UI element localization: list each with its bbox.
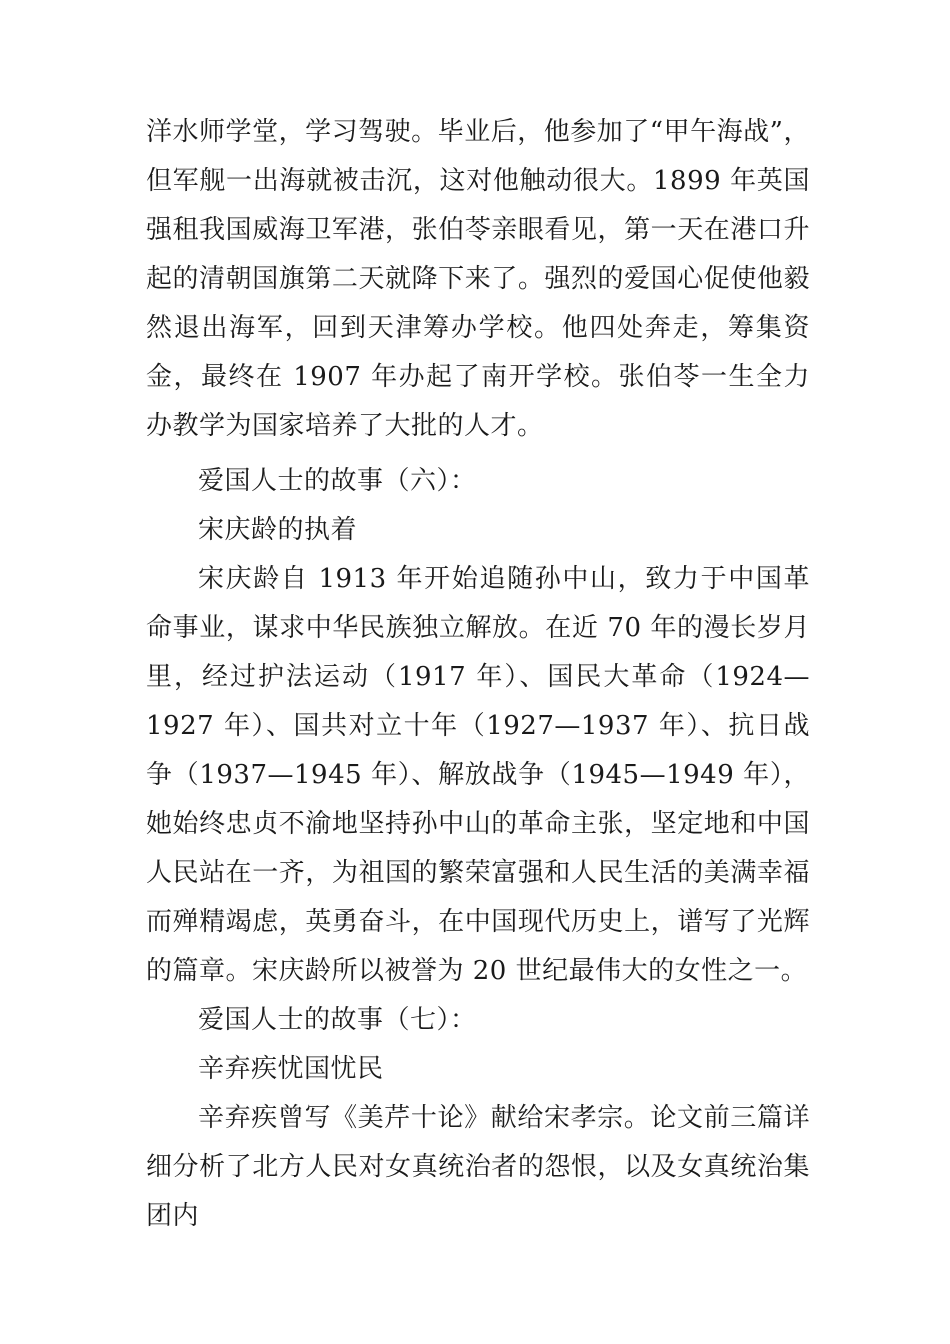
- text-section-2: [146, 457, 810, 1241]
- paragraph-xin-qiji-story: 辛弃疾曾写《美芹十论》献给宋孝宗。论文前三篇详细分析了北方人民对女真统治者的怨恨，以及女真统治集团内: [146, 1103, 810, 1231]
- story-heading-seven: 爱国人士的故事（七）：: [198, 1005, 477, 1035]
- paragraph-zhang-boling-story: 洋水师学堂，学习驾驶。毕业后，他参加了“甲午海战”，但军舰一出海就被击沉，这对他触动很大。1899 年英国强租我国威海卫军港，张伯苓亲眼看见，第一天在港口升起的清朝国旗第二天就降下来了。强烈的爱国心促使他毅然退出海军，回到天津筹办学校。他四处奔走，筹集资金，最终在 1907 年办起了南开学校。张伯苓一生全力办教学为国家培养了大批的人才。: [146, 117, 810, 441]
- paragraph-song-qingling-story: 宋庆龄自 1913 年开始追随孙中山，致力于中国革命事业，谋求中华民族独立解放。在近 70 年的漫长岁月里，经过护法运动（1917 年）、国民大革命（1924—1927 年）、国共对立十年（1927—1937 年）、抗日战争（1937—1945 年）、解放战争（1945—1949 年），她始终忠贞不渝地坚持孙中山的革命主张，坚定地和中国人民站在一齐，为祖国的繁荣富强和人民生活的美满幸福而殚精竭虑，英勇奋斗，在中国现代历史上，谱写了光辉的篇章。宋庆龄所以被誉为 20 世纪最伟大的女性之一。: [146, 564, 810, 986]
- text-section-1: [146, 108, 810, 451]
- story-title-song-qingling: 宋庆龄的执着: [198, 515, 358, 545]
- story-heading-six: 爱国人士的故事（六）：: [198, 466, 477, 496]
- story-title-xin-qiji: 辛弃疾忧国忧民: [198, 1054, 384, 1084]
